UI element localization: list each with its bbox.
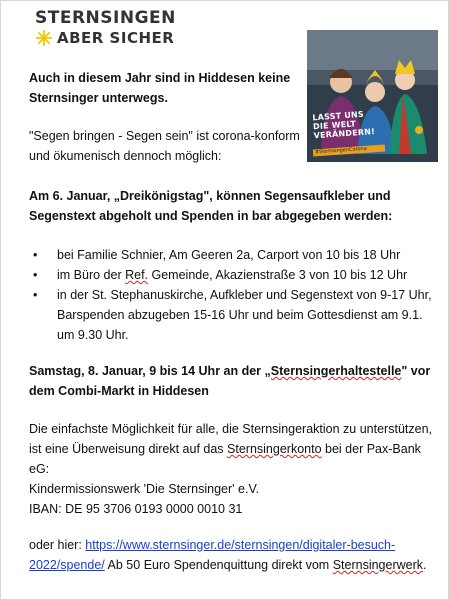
spellcheck-word: Sternsingerwerk bbox=[332, 558, 424, 572]
receipt-text-end: . bbox=[423, 558, 427, 572]
pickup-locations-list bbox=[29, 245, 437, 345]
list-item bbox=[29, 245, 437, 265]
bullet: • bbox=[33, 248, 38, 262]
jan6-heading: Am 6. Januar, „Dreikönigstag", können Segensaufkleber und Segenstext abgeholt und Spenden in bar abgegeben werden: bbox=[29, 189, 393, 223]
bullet: • bbox=[33, 288, 38, 302]
children-photo-image bbox=[307, 30, 438, 162]
donation-text-start: Die einfachste Möglichkeit für alle, die Sternsingeraktion zu unterstützen, ist eine Überweisung direkt auf das bbox=[29, 422, 432, 456]
photo-hashtag: #SternsingenCorona bbox=[313, 144, 385, 156]
donation-text-end: bei der Pax-Bank eG: bbox=[29, 442, 421, 476]
list-item-text-start: im Büro der bbox=[57, 268, 126, 282]
spellcheck-word: Ref. bbox=[125, 268, 149, 282]
intro-bold-paragraph: Auch in diesem Jahr sind in Hiddesen keine Sternsinger unterwegs. bbox=[29, 71, 291, 105]
sternsinger-photo bbox=[307, 30, 438, 162]
online-donation-paragraph bbox=[29, 535, 439, 575]
intro-paragraph: "Segen bringen - Segen sein" ist corona-konform und ökumenisch dennoch möglich: bbox=[29, 129, 300, 163]
list-item-text: in der St. Stephanuskirche, Aufkleber und Segenstext von 9-17 Uhr, Barspenden abzugeben 15-16 Uhr und beim Gottesdienst am 9.1. um 9.30 Uhr. bbox=[57, 288, 432, 342]
sternsingen-logo bbox=[35, 9, 185, 47]
list-item bbox=[29, 265, 437, 285]
saturday-text-end: " vor dem Combi-Markt in Hiddesen bbox=[29, 364, 431, 398]
photo-caption: LASST UNS DIE WELT VERÄNDERN! bbox=[312, 109, 376, 141]
link-prefix: oder hier: bbox=[29, 538, 86, 552]
spellcheck-word: Sternsingerhaltestelle bbox=[270, 364, 402, 378]
list-item bbox=[29, 285, 437, 345]
saturday-text-start: Samstag, 8. Januar, 9 bis 14 Uhr an der „ bbox=[29, 364, 271, 378]
logo-subtitle: ABER SICHER bbox=[57, 29, 175, 47]
iban: IBAN: DE 95 3706 0193 0000 0010 31 bbox=[29, 502, 243, 516]
star-icon bbox=[36, 30, 52, 46]
donation-paragraph bbox=[29, 419, 439, 519]
spellcheck-word: Sternsingerkonto bbox=[227, 442, 322, 456]
receipt-text-start: Ab 50 Euro Spendenquittung direkt vom bbox=[104, 558, 333, 572]
logo-title: STERNSINGEN bbox=[35, 8, 176, 28]
list-item-text-end: Gemeinde, Akazienstraße 3 von 10 bis 12 Uhr bbox=[148, 268, 408, 282]
saturday-heading bbox=[29, 361, 439, 401]
bullet: • bbox=[33, 268, 38, 282]
donation-link[interactable]: https://www.sternsinger.de/sternsingen/digitaler-besuch-2022/spende/ bbox=[29, 538, 396, 572]
account-name: Kindermissionswerk 'Die Sternsinger' e.V. bbox=[29, 482, 260, 496]
list-item-text: bei Familie Schnier, Am Geeren 2a, Carport von 10 bis 18 Uhr bbox=[57, 248, 401, 262]
